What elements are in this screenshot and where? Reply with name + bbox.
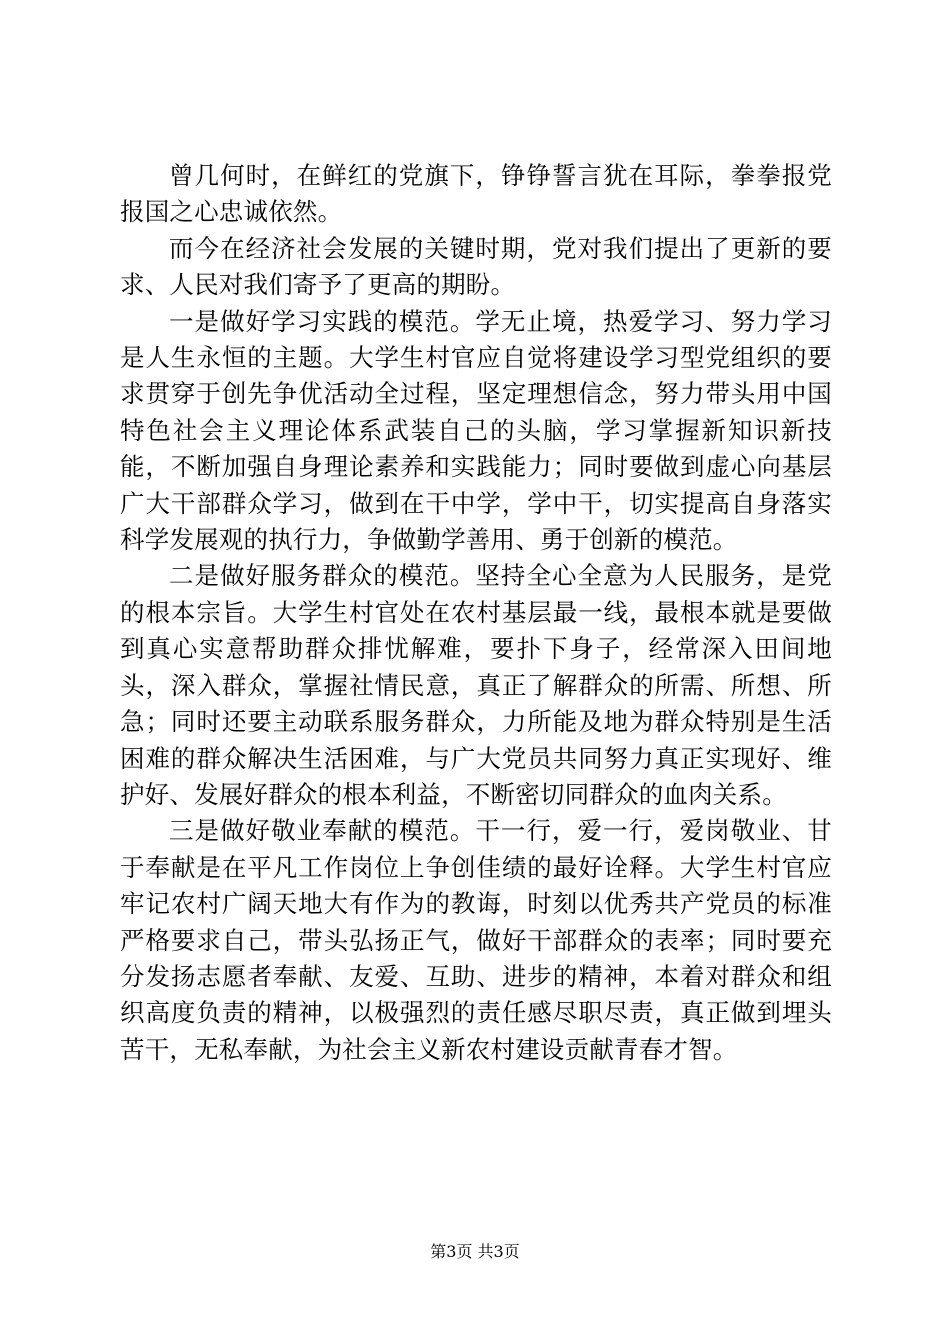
- paragraph-3: 一是做好学习实践的模范。学无止境，热爱学习、努力学习是人生永恒的主题。大学生村官应自觉将建设学习型党组织的要求贯穿于创先争优活动全过程，坚定理想信念，努力带头用中国特色社会主义理论体系武装自己的头脑，学习掌握新知识新技能，不断加强自身理论素养和实践能力；同时要做到虚心向基层广大干部群众学习，做到在干中学，学中干，切实提高自身落实科学发展观的执行力，争做勤学善用、勇于创新的模范。: [120, 306, 832, 555]
- paragraph-2: 而今在经济社会发展的关键时期，党对我们提出了更新的要求、人民对我们寄予了更高的期盼。: [120, 233, 832, 300]
- paragraph-4: 二是做好服务群众的模范。坚持全心全意为人民服务，是党的根本宗旨。大学生村官处在农村基层最一线，最根本就是要做到真心实意帮助群众排忧解难，要扑下身子，经常深入田间地头，深入群众，掌握社情民意，真正了解群众的所需、所想、所急；同时还要主动联系服务群众，力所能及地为群众特别是生活困难的群众解决生活困难，与广大党员共同努力真正实现好、维护好、发展好群众的根本利益，不断密切同群众的血肉关系。: [120, 561, 832, 809]
- paragraph-5: 三是做好敬业奉献的模范。干一行，爱一行，爱岗敬业、甘于奉献是在平凡工作岗位上争创佳绩的最好诠释。大学生村官应牢记农村广阔天地大有作为的教诲，时刻以优秀共产党员的标准严格要求自己，带头弘扬正气，做好干部群众的表率；同时要充分发扬志愿者奉献、友爱、互助、进步的精神，本着对群众和组织高度负责的精神，以极强烈的责任感尽职尽责，真正做到埋头苦干，无私奉献，为社会主义新农村建设贡献青春才智。: [120, 816, 832, 1064]
- document-body: [120, 158, 832, 1068]
- paragraph-1: 曾几何时，在鲜红的党旗下，铮铮誓言犹在耳际，拳拳报党报国之心忠诚依然。: [120, 161, 832, 227]
- page-number-footer: 第3页 共3页: [430, 1242, 520, 1261]
